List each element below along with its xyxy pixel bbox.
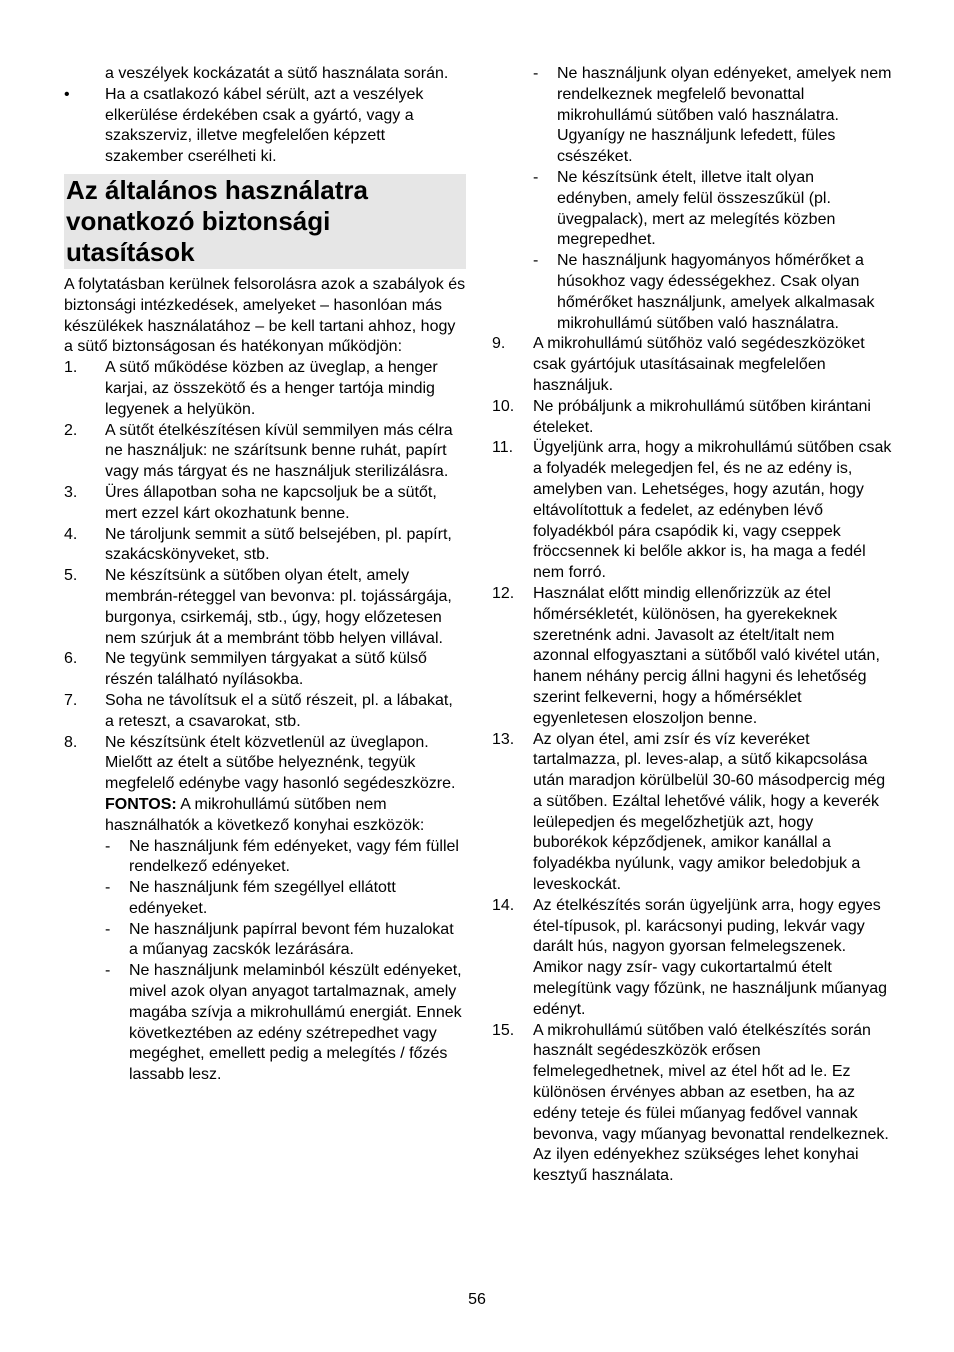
item-number: 14. bbox=[492, 896, 515, 914]
item-number: 8. bbox=[64, 733, 78, 751]
item-number: 9. bbox=[492, 335, 506, 353]
item-text: A mikrohullámú sütőhöz való segédeszközöket csak gyártójuk utasításainak megfelelően használjuk. bbox=[533, 335, 865, 394]
item-text: A mikrohullámú sütőben való ételkészítés során használt segédeszközök erősen felmelegedhetnek, mivel az étel hőt ad le. Ez különösen érvényes abban az esetben, ha az edény teteje és fülei műanyag fedővel vannak bevonva, vagy műanyag bevonattal rendelkeznek. Az ilyen edényekhez szükséges lehet konyhai kesztyű használata. bbox=[533, 1021, 889, 1185]
item-text: Üres állapotban soha ne kapcsoljuk be a sütőt, mert ezzel kárt okozhatunk benne. bbox=[105, 483, 437, 522]
item-text: Ügyeljünk arra, hogy a mikrohullámú sütőben csak a folyadék melegedjen fel, és ne az edény is, amelyben van. Lehetséges, hogy azután, hogy eltávolítottuk a fedelet, az edényben lévő folyadékból pára csapódik ki, vagy cseppek fröccsennek ki belőle akkor is, ha maga a fedél nem forró. bbox=[533, 439, 892, 582]
list-item bbox=[64, 358, 466, 420]
item-text: Soha ne távolítsuk el a sütő részeit, pl. a lábakat, a reteszt, a csavarokat, stb. bbox=[105, 691, 453, 730]
bullet-item bbox=[64, 85, 466, 168]
dash-text: Ne használjunk hagyományos hőmérőket a húsokhoz vagy édességekhez. Csak olyan hőmérőket használjunk, amelyek alkalmasak mikrohullámú sütőben való használatra. bbox=[557, 252, 875, 332]
numbered-list-right bbox=[492, 334, 892, 1187]
section-heading: Az általános használatra vonatkozó biztonsági utasítások bbox=[64, 174, 466, 269]
item-text: Az olyan étel, ami zsír és víz keveréket tartalmazza, pl. leves-alap, a sütő kikapcsolása után maradjon körülbelül 30-60 másodpercig még a sütőben. Ezáltal lehetővé válik, hogy a keverék leülepedjen és megelőzhetjük azt, hogy buborékok képződjenek, amikor kanállal a folyadékba nyúlunk, vagy amikor beledobjuk a leveskockát. bbox=[533, 730, 886, 894]
continuation-text: a veszélyek kockázatát a sütő használata során. bbox=[105, 65, 449, 82]
dash-item bbox=[492, 168, 892, 251]
dash-symbol: - bbox=[105, 837, 111, 855]
left-column bbox=[64, 64, 466, 1086]
item-text: Az ételkészítés során ügyeljünk arra, hogy egyes étel-típusok, pl. karácsonyi puding, lekvár vagy darált hús, nagyon gyorsan felmelegszenek. Amikor nagy zsír- vagy cukortartalmú ételt melegítünk vagy főzünk, ne használjunk műanyag edényt. bbox=[533, 896, 887, 1018]
item-number: 2. bbox=[64, 421, 78, 439]
dash-symbol: - bbox=[533, 252, 539, 270]
important-text: A mikrohullámú sütőben nem használhatók a következő konyhai eszközök: bbox=[105, 795, 425, 834]
dash-item bbox=[105, 878, 466, 920]
dash-text: Ne használjunk papírral bevont fém huzalokat a műanyag zacskók lezárására. bbox=[129, 920, 454, 959]
item-text: Ne készítsünk ételt közvetlenül az üveglapon. Mielőtt az ételt a sütőbe helyeznénk, tegyük megfelelő edénybe vagy hasonló segédeszközre. bbox=[105, 733, 456, 793]
dash-symbol: - bbox=[105, 962, 111, 980]
item-number: 10. bbox=[492, 397, 515, 415]
item-number: 13. bbox=[492, 730, 515, 748]
dash-text: Ne használjunk melaminból készült edényeket, mivel azok olyan anyagot tartalmaznak, amely magába szívja a mikrohullámú energiát. Ennek következtében az edény szétrepedhet vagy megéghet, emellett pedig a melegítés / főzés lassabb lesz. bbox=[129, 962, 462, 1084]
dash-list-right bbox=[492, 64, 892, 334]
dash-symbol: - bbox=[533, 168, 539, 186]
intro-paragraph: A folytatásban kerülnek felsorolásra azok a szabályok és biztonsági intézkedések, amelyeket – hasonlóan más készülékek használatához – be kell tartani ahhoz, hogy a sütő biztonságosan és hatékonyan működjön: bbox=[64, 275, 466, 356]
list-item bbox=[492, 438, 892, 584]
list-item bbox=[64, 483, 466, 525]
item-number: 5. bbox=[64, 567, 78, 585]
list-item bbox=[64, 733, 466, 795]
dash-item bbox=[105, 837, 466, 879]
dash-symbol: - bbox=[533, 65, 539, 82]
dash-item bbox=[105, 920, 466, 962]
list-item bbox=[64, 649, 466, 691]
item-number: 1. bbox=[64, 359, 78, 377]
item-text: Ne tároljunk semmit a sütő belsejében, pl. papírt, szakácskönyveket, stb. bbox=[105, 525, 452, 564]
item-number: 6. bbox=[64, 650, 78, 668]
item-number: 15. bbox=[492, 1021, 515, 1039]
item-number: 12. bbox=[492, 584, 515, 602]
dash-text: Ne készítsünk ételt, illetve italt olyan edényben, amely felül összeszűkül (pl. üvegpalack), mert az melegítés közben megrepedhet. bbox=[557, 168, 836, 249]
list-item bbox=[492, 397, 892, 439]
dash-text: Ne használjunk fém edényeket, vagy fém füllel rendelkező edényeket. bbox=[129, 837, 459, 876]
list-item bbox=[64, 421, 466, 483]
right-column bbox=[492, 64, 892, 1187]
item-text: Ne próbáljunk a mikrohullámú sütőben kirántani ételeket. bbox=[533, 397, 871, 436]
list-item bbox=[492, 334, 892, 396]
dash-text: Ne használjunk olyan edényeket, amelyek nem rendelkeznek megfelelő bevonattal mikrohullámú sütőben való használatra. Ugyanígy ne használjunk lefedett, füles csészéket. bbox=[557, 65, 892, 166]
item-text: A sütőt ételkészítésen kívül semmilyen más célra ne használjuk: ne szárítsunk benne ruhát, papírt vagy más tárgyat és ne használjuk sterilizálásra. bbox=[105, 421, 453, 481]
list-item bbox=[492, 584, 892, 730]
list-item bbox=[64, 566, 466, 649]
bullet-text: Ha a csatlakozó kábel sérült, azt a veszélyek elkerülése érdekében csak a gyártó, vagy a szakszerviz, illetve megfelelően képzett szakember cserélheti ki. bbox=[105, 85, 424, 166]
list-item bbox=[492, 896, 892, 1021]
item-number: 3. bbox=[64, 483, 78, 501]
numbered-list-left bbox=[64, 358, 466, 795]
list-item bbox=[492, 730, 892, 896]
bullet-symbol: • bbox=[64, 85, 70, 103]
dash-text: Ne használjunk fém szegéllyel ellátott edényeket. bbox=[129, 879, 396, 917]
dash-item bbox=[105, 961, 466, 1086]
list-item bbox=[64, 525, 466, 567]
dash-symbol: - bbox=[105, 920, 111, 938]
item-text: Ne tegyünk semmilyen tárgyakat a sütő külső részén található nyílásokba. bbox=[105, 650, 427, 689]
item-number: 11. bbox=[492, 439, 514, 457]
important-label: FONTOS: bbox=[105, 795, 177, 813]
item-number: 4. bbox=[64, 525, 78, 543]
important-note bbox=[64, 795, 466, 837]
dash-symbol: - bbox=[105, 879, 111, 897]
dash-item bbox=[492, 251, 892, 334]
list-item bbox=[492, 1021, 892, 1187]
item-text: A sütő működése közben az üveglap, a henger karjai, az összekötő és a henger tartója mindig legyenek a helyükön. bbox=[105, 359, 438, 418]
dash-item bbox=[492, 64, 892, 168]
item-text: Használat előtt mindig ellenőrizzük az étel hőmérsékletét, különösen, ha gyerekeknek szeretnénk adni. Javasolt az ételt/italt nem azonnal elfogyasztani a sütőből való kivétel után, hanem néhány percig állni hagyni és lehetőség szerint felkeverni, hogy a hőmérséklet egyenletesen eloszoljon benne. bbox=[533, 584, 880, 727]
dash-list-left bbox=[64, 837, 466, 1087]
item-number: 7. bbox=[64, 691, 78, 709]
list-item bbox=[64, 691, 466, 733]
item-text: Ne készítsünk a sütőben olyan ételt, amely membrán-réteggel van bevonva: pl. tojássárgája, burgonya, csirkemáj, stb., úgy, hogy előzetesen nem szúrjuk át a membránt több helyen villával. bbox=[105, 567, 452, 647]
page-number: 56 bbox=[468, 1291, 486, 1308]
